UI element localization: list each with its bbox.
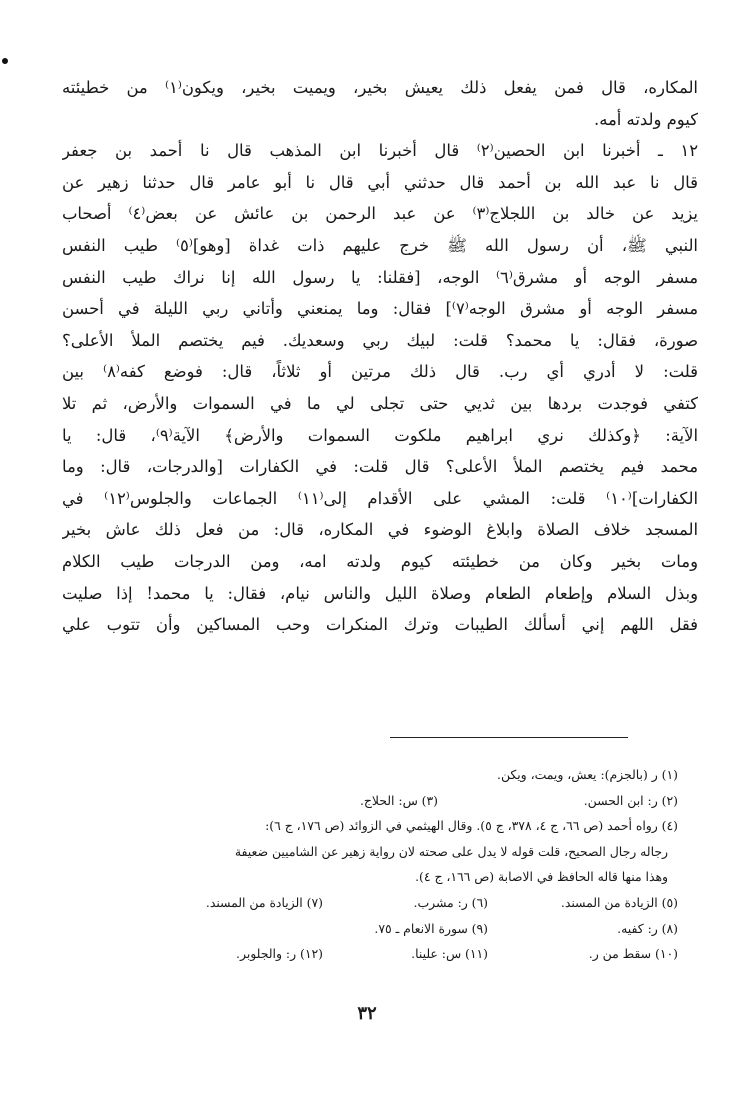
footnote: (١٠) سقط من ر. bbox=[588, 946, 678, 962]
footnote: (٧) الزيادة من المسند. bbox=[205, 894, 323, 910]
footnote-row bbox=[62, 916, 678, 942]
text-line: صورة، فقال: يا محمد؟ قلت: لبيك ربي وسعديك. فيم يختصم الملأ الأعلى؟ bbox=[62, 330, 698, 350]
text-line: الكفارات]⁽١٠⁾ قلت: المشي على الأقدام إلى⁽١١⁾ الجماعات والجلوس⁽١٢⁾ في bbox=[62, 488, 698, 508]
text-line: قلت: لا أدري أي رب. قال ذلك مرتين أو ثلاثاً، قال: فوضع كفه⁽٨⁾ بين bbox=[62, 362, 698, 382]
footnote: (٤) رواه أحمد (ص ٦٦، ج ٤، ٣٧٨، ج ٥). وقال الهيثمي في الزوائد (ص ١٧٦، ج ٦): bbox=[265, 818, 678, 834]
text-line: كيوم ولدته أمه. bbox=[594, 109, 698, 129]
footnote: (٩) سورة الانعام ـ ٧٥. bbox=[374, 920, 488, 936]
main-text bbox=[62, 72, 698, 704]
footnote-row bbox=[62, 788, 678, 814]
text-line bbox=[62, 641, 698, 673]
text-line: ١٢ ـ أخبرنا ابن الحصين⁽٢⁾ قال أخبرنا ابن المذهب قال نا أحمد بن جعفر bbox=[62, 141, 698, 161]
footnote-row bbox=[62, 890, 678, 916]
text-line: قال نا عبد الله بن أحمد قال حدثني أبي قال نا أبو عامر قال حدثنا زهير عن bbox=[62, 172, 698, 192]
page-number: ٣٢ bbox=[357, 1003, 377, 1024]
footnote: (٢) ر: ابن الحسن. bbox=[583, 792, 678, 808]
text-line: مسفر الوجه أو مشرق⁽٦⁾ الوجه، [فقلنا: يا رسول الله إنا نراك طيب النفس bbox=[62, 267, 698, 287]
footnote-divider bbox=[390, 737, 628, 738]
footnote: (٨) ر: كفيه. bbox=[617, 920, 678, 936]
text-line: الآية: ﴿وكذلك نري ابراهيم ملكوت السموات والأرض﴾ الآية⁽٩⁾، قال: يا bbox=[62, 425, 698, 445]
footnote-continuation: رجاله رجال الصحيح، قلت قوله لا يدل على صحته لان رواية زهير عن الشاميين ضعيفة bbox=[234, 843, 668, 859]
text-line: محمد فيم يختصم الملأ الأعلى؟ قال قلت: في الكفارات [والدرجات، قال: وما bbox=[62, 457, 698, 477]
text-line: المسجد خلاف الصلاة وابلاغ الوضوء في المكاره، قال: من فعل ذلك عاش بخير bbox=[62, 520, 698, 540]
footnote: (١٢) ر: والجلوبر. bbox=[236, 946, 323, 962]
footnotes bbox=[62, 762, 678, 967]
text-line: يزيد عن خالد بن اللجلاج⁽٣⁾ عن عبد الرحمن بن عائش عن بعض⁽٤⁾ أصحاب bbox=[62, 204, 698, 224]
footnote: (١١) س: علينا. bbox=[411, 946, 488, 962]
text-line bbox=[62, 672, 698, 704]
text-line: مسفر الوجه أو مشرق الوجه⁽٧⁾] فقال: وما يمنعني وأتاني ربي الليلة في أحسن bbox=[62, 299, 698, 319]
text-line: النبي ﷺ، أن رسول الله ﷺ خرج عليهم ذات غداة [وهو]⁽٥⁾ طيب النفس bbox=[62, 235, 698, 255]
margin-dot bbox=[2, 58, 8, 64]
footnote: (٣) س: الحلاج. bbox=[359, 792, 438, 808]
footnote: (١) ر (بالجزم): يعش، ويمت، ويكن. bbox=[497, 767, 678, 782]
text-line: كتفي فوجدت بردها بين ثديي حتى تجلى لي ما في السموات والأرض، ثم تلا bbox=[62, 393, 698, 413]
text-line: المكاره، قال فمن يفعل ذلك يعيش بخير، ويميت بخير، ويكون⁽١⁾ من خطيئته bbox=[62, 78, 698, 97]
footnote: (٦) ر: مشرب. bbox=[413, 894, 488, 910]
text-line: ومات بخير وكان من خطيئته كيوم ولدته امه، ومن الدرجات طيب الكلام bbox=[62, 551, 698, 571]
footnote-row bbox=[62, 941, 678, 967]
text-line: فقل اللهم إني أسألك الطيبات وترك المنكرات وحب المساكين وأن تتوب علي bbox=[62, 615, 698, 635]
text-line: وبذل السلام وإطعام الطعام وصلاة الليل والناس نيام، فقال: يا محمد! إذا صليت bbox=[62, 583, 698, 603]
footnote: (٥) الزيادة من المسند. bbox=[560, 894, 678, 910]
footnote-continuation: وهذا منها قاله الحافظ في الاصابة (ص ١٦٦، ج ٤). bbox=[415, 869, 668, 885]
